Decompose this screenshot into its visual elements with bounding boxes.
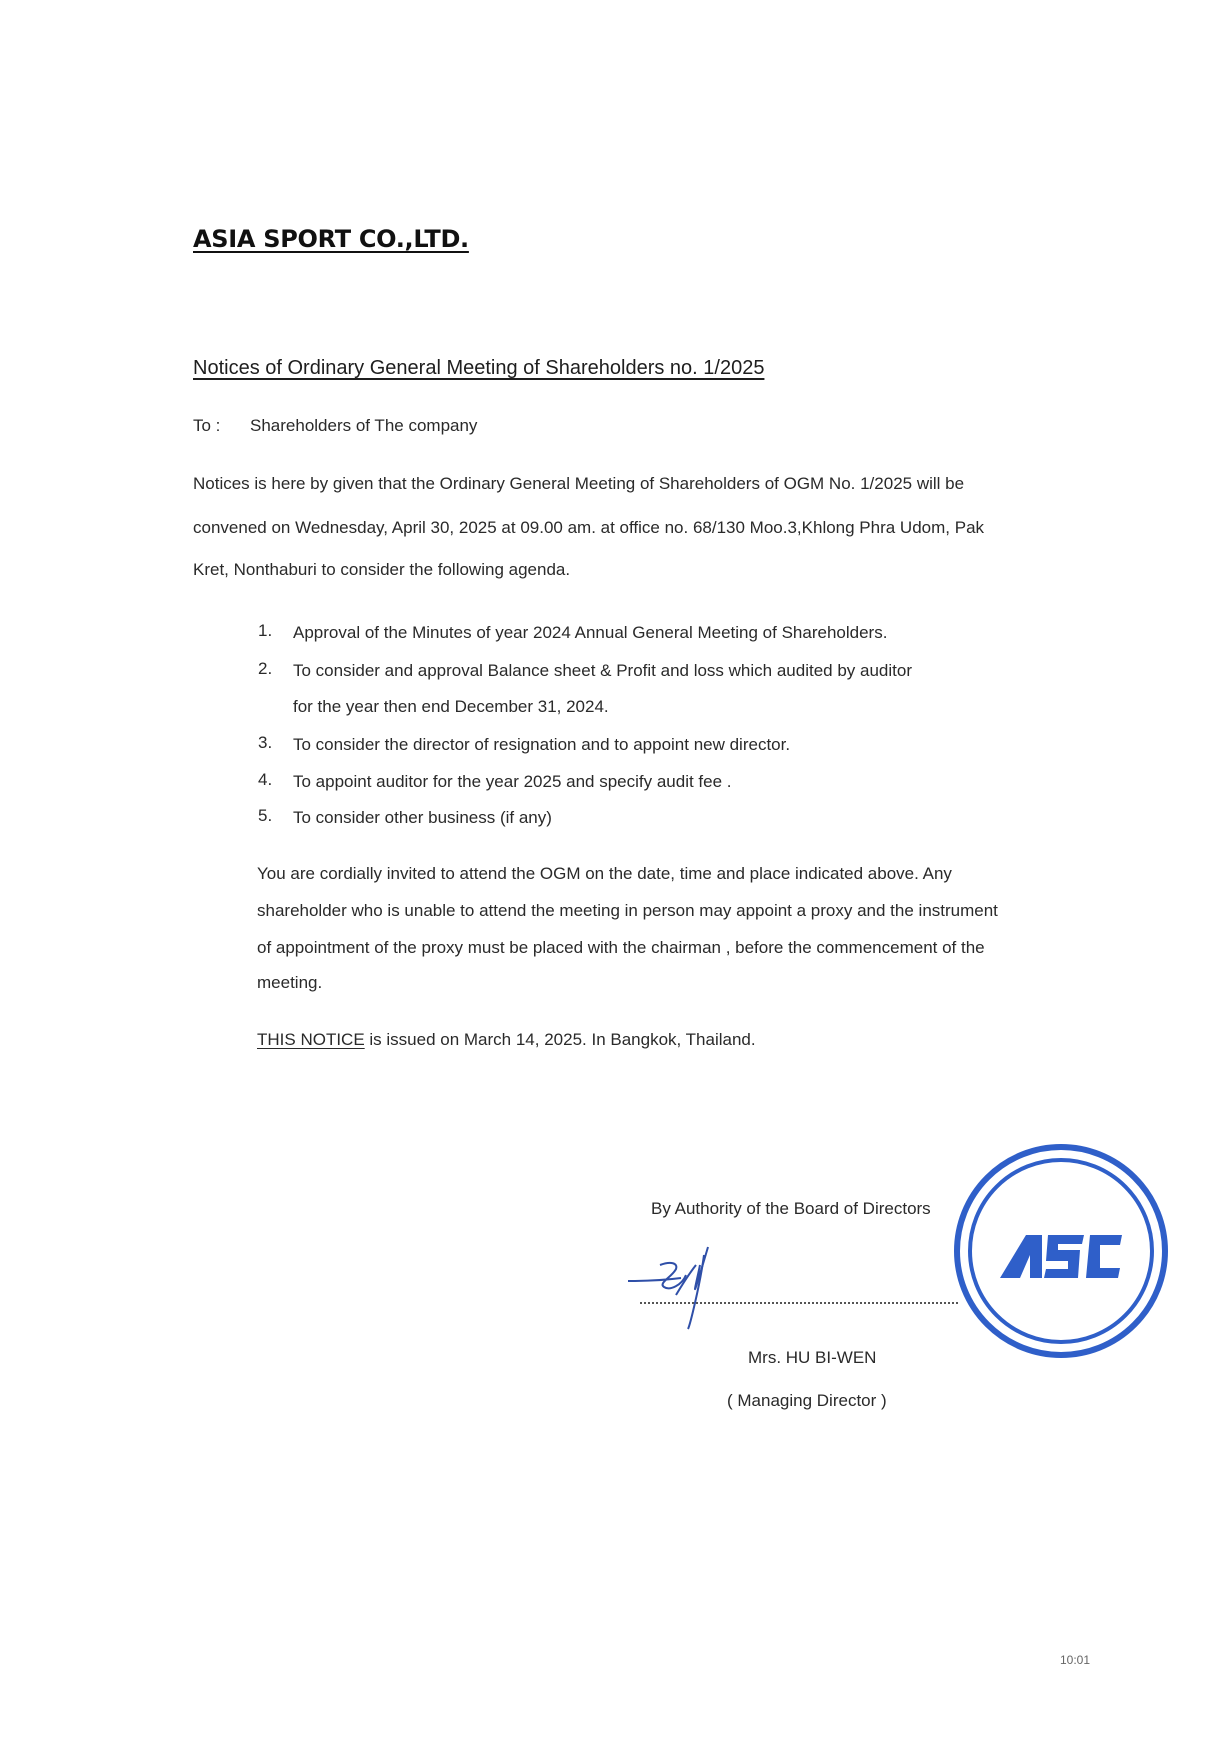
agenda-item-text: To appoint auditor for the year 2025 and specify audit fee . [293,772,732,791]
issue-date-text: is issued on March 14, 2025. In Bangkok, Thailand. [364,1030,756,1049]
agenda-item-number: 1. [258,621,273,640]
agenda-item-number: 5. [258,806,273,825]
agenda-item-number: 2. [258,659,273,678]
agenda-item-text: Approval of the Minutes of year 2024 Annual General Meeting of Shareholders. [293,623,888,642]
agenda-item-text-continued: for the year then end December 31, 2024. [293,697,609,716]
signatory-name: Mrs. HU BI-WEN [748,1348,877,1367]
intro-line: Kret, Nonthaburi to consider the following agenda. [193,560,571,579]
signatory-role: ( Managing Director ) [727,1391,887,1410]
signature-line [640,1302,958,1304]
closing-line: shareholder who is unable to attend the meeting in person may appoint a proxy and the instrument [257,901,998,920]
intro-line: convened on Wednesday, April 30, 2025 at 09.00 am. at office no. 68/130 Moo.3,Khlong Phra Udom, Pak [193,518,985,537]
intro-line: Notices is here by given that the Ordinary General Meeting of Shareholders of OGM No. 1/2025 will be [193,474,965,493]
agenda-item-text: To consider and approval Balance sheet & Profit and loss which audited by auditor [293,661,912,680]
closing-line: of appointment of the proxy must be placed with the chairman , before the commencement of the [257,938,985,957]
issue-statement [257,1030,756,1050]
to-label: To : [193,416,221,435]
agenda-item-text: To consider the director of resignation and to appoint new director. [293,735,791,754]
handwritten-signature [626,1245,746,1355]
page-footer-mark: 10:01 [1060,1653,1091,1667]
company-name: ASIA SPORT CO.,LTD. [193,225,469,253]
agenda-item-number: 3. [258,733,273,752]
closing-line: You are cordially invited to attend the OGM on the date, time and place indicated above. Any [257,864,952,883]
notice-title: Notices of Ordinary General Meeting of Shareholders no. 1/2025 [193,357,765,379]
signature-authority: By Authority of the Board of Directors [651,1199,931,1218]
closing-line: meeting. [257,973,323,992]
company-seal-icon [950,1140,1172,1362]
this-notice-label: THIS NOTICE [257,1030,365,1049]
agenda-item-number: 4. [258,770,273,789]
agenda-item-text: To consider other business (if any) [293,808,552,827]
to-recipient: Shareholders of The company [250,416,478,435]
